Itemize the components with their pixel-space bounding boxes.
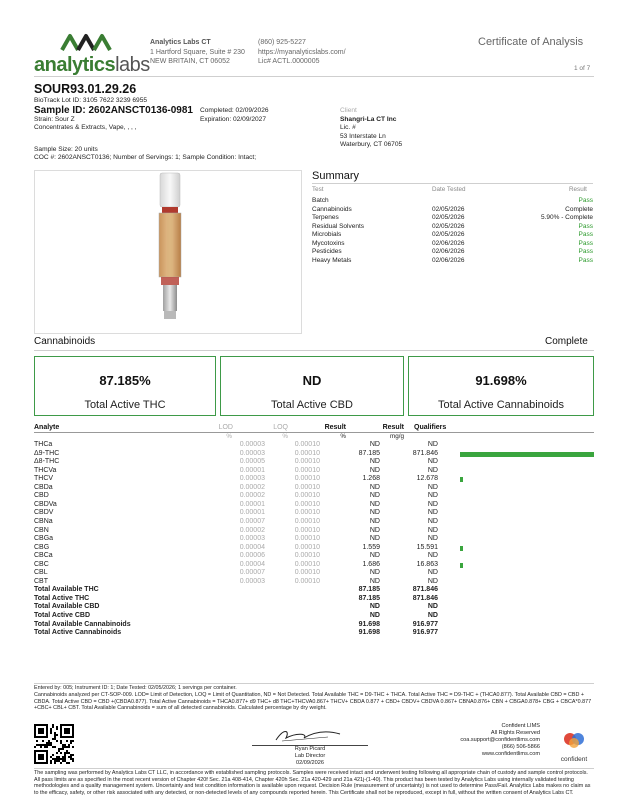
signature [268, 726, 348, 744]
analyte-loq: 0.00010 [294, 458, 320, 466]
logo-mark-icon [60, 30, 116, 54]
client-block [340, 107, 402, 150]
analyte-row [34, 492, 594, 501]
analyte-row [34, 484, 594, 493]
col-result-pct: Result [324, 424, 346, 431]
lab-phone: (860) 925-5227 [258, 39, 306, 46]
analyte-row [34, 509, 594, 518]
analyte-loq: 0.00010 [294, 466, 320, 474]
summary-row [312, 214, 593, 222]
disclaimer: The sampling was performed by Analytics Labs CT LLC, in accordance with established sampling protocols. Samples were received intact and underwent testing following all appropriate chain of custody and sample control protocols. All pass limits are as specified in the most recent version of Chapter 420f Sec. 21a 408-414, Chapter 420h Sec. 21a 420-429 and 21a 421j-(1-40). This product has been tested by Analytics Labs using internally validated testing methodologies and a quality management system. Uncertainty and test condition information is available upon request. Decision Rule (measurement of uncertainty) is not used to determine Pass/Fail. Analytics Labs makes no claim as to the efficacy, safety, or other risk associated with any detected, or non-detected levels of any compounds reported herein. This Certificate shall not be reproduced, except in full, without the written consent of Analytics Labs CT. [34, 770, 591, 796]
lims-website[interactable]: www.confidentlims.com [481, 751, 540, 757]
analyte-name: THCV [34, 475, 54, 483]
analyte-lod: 0.00001 [239, 509, 265, 517]
analyte-row [34, 475, 594, 484]
analyte-result-mg: 12.678 [416, 475, 438, 483]
analyte-result-mg: 16.863 [416, 560, 438, 568]
summary-title: Summary [312, 170, 360, 182]
product-image [34, 170, 302, 334]
analyte-result-mg: 871.846 [412, 449, 438, 457]
client-label: Client [340, 107, 357, 114]
summary-result: Pass [578, 231, 593, 238]
analyte-row [34, 458, 594, 467]
analyte-result-pct: 1.559 [362, 543, 380, 551]
analyte-result-pct: ND [369, 466, 380, 474]
total-active-cannabinoids-value: 91.698% [475, 373, 527, 388]
analyte-lod: 0.00002 [239, 483, 265, 491]
summary-date: 02/05/2026 [432, 205, 465, 213]
lab-name: Analytics Labs CT [150, 39, 211, 46]
total-result-pct: 91.698 [358, 620, 380, 628]
total-active-cbd-label: Total Active CBD [271, 399, 353, 411]
logo-wordmark: analyticslabs [34, 54, 150, 76]
page-number: 1 of 7 [574, 65, 591, 72]
biotrack-id: BioTrack Lot ID: 3105 7622 3239 6955 [34, 97, 148, 104]
lims-rights: All Rights Reserved [490, 730, 540, 736]
analyte-result-mg: ND [427, 535, 438, 543]
analyte-loq: 0.00010 [294, 483, 320, 491]
analyte-loq: 0.00010 [294, 492, 320, 500]
qr-code-icon [34, 724, 74, 764]
qualifier-bar [460, 452, 594, 457]
total-name: Total Available Cannabinoids [34, 620, 131, 628]
analyte-name: THCVa [34, 466, 57, 474]
analyte-result-pct: ND [369, 458, 380, 466]
analyte-name: Δ9-THC [34, 449, 60, 457]
analyte-row [34, 544, 594, 553]
analyte-lod: 0.00003 [239, 577, 265, 585]
analyte-result-pct: ND [369, 483, 380, 491]
analyte-result-mg: ND [427, 569, 438, 577]
summary-row [312, 248, 593, 256]
analyte-name: CBD [34, 492, 49, 500]
analyte-row [34, 501, 594, 510]
analyte-result-pct: ND [369, 492, 380, 500]
summary-col-date: Date Tested [432, 186, 466, 193]
analyte-loq: 0.00010 [294, 569, 320, 577]
unit-lod: % [226, 433, 232, 440]
analyte-loq: 0.00010 [294, 577, 320, 585]
summary-date: 02/06/2026 [432, 248, 465, 255]
total-result-mg: 916.977 [412, 629, 438, 637]
analyte-loq: 0.00010 [294, 517, 320, 525]
total-name: Total Available THC [34, 586, 99, 594]
analyte-lod: 0.00001 [239, 466, 265, 474]
analyte-loq: 0.00010 [294, 560, 320, 568]
lab-address [150, 38, 260, 67]
total-active-thc-value: 87.185% [99, 373, 151, 388]
completed-date: Completed: 02/09/2026 [200, 107, 269, 114]
analyte-lod: 0.00003 [239, 535, 265, 543]
summary-test: Cannabinoids [312, 205, 352, 213]
summary-date: 02/05/2026 [432, 214, 465, 221]
analyte-result-pct: 1.268 [362, 475, 380, 483]
signature-block [252, 746, 368, 766]
summary-col-result: Result [569, 186, 587, 193]
test-notes-2: Cannabinoids analyzed per CT-SOP-009. LOD= Limit of Detection, LOQ = Limit of Quantitation, ND = Not Detected. Total Available THC = D9-THC + THCA. Total Active THC = D9-THC + (THCA0.877). Total Available CBD = CBD + CBDA. Total Active CBD = CBD +(CBDA0.877). Total Active Cannabinoids = THCA0.877+ d9 THC+ d8 THC+THCVA0.867+ THCV+ CBDA 0.877 + CBD+ CBDV+ CBDVA 0.867+ CBNA0.876+ CBN + CBGA0.878+ CBG + CBCA*0.877 +CBC+ CBL+ CBT. Total Available Cannabinoids = sum of all detected cannabinoids. Calculated percentage by dry weight. [34, 692, 592, 712]
analyte-name: CBC [34, 560, 49, 568]
analyte-name: CBN [34, 526, 49, 534]
confident-logo [554, 730, 594, 763]
summary-result: Pass [578, 248, 593, 255]
summary-col-test: Test [312, 186, 324, 193]
summary-divider [312, 183, 593, 184]
analyte-row [34, 561, 594, 570]
analyte-result-mg: 15.591 [416, 543, 438, 551]
vape-cartridge-icon [35, 171, 303, 335]
analyte-row [34, 552, 594, 561]
client-address-2: Waterbury, CT 06705 [340, 141, 403, 148]
cannabinoids-status: Complete [545, 336, 588, 347]
summary-result: Pass [578, 256, 593, 264]
analyte-result-pct: ND [369, 552, 380, 560]
analyte-result-pct: ND [369, 526, 380, 534]
analyte-name: CBT [34, 577, 48, 585]
col-loq: LOQ [273, 424, 288, 431]
summary-test: Residual Solvents [312, 222, 365, 230]
signature-date: 02/09/2026 [296, 759, 324, 766]
analyte-result-pct: ND [369, 441, 380, 448]
qualifier-bar [460, 477, 463, 482]
lab-address-1: 1 Hartford Square, Suite # 230 [150, 48, 245, 56]
total-result-pct: 87.185 [358, 594, 380, 602]
unit-loq: % [282, 433, 288, 440]
client-address-1: 53 Interstate Ln [340, 132, 386, 140]
analyte-name: CBG [34, 543, 50, 551]
analyte-loq: 0.00010 [294, 509, 320, 517]
analyte-loq: 0.00010 [294, 449, 320, 457]
lims-name: Confident LIMS [501, 723, 540, 729]
analyte-loq: 0.00010 [294, 526, 320, 534]
analyte-row [34, 527, 594, 536]
total-row [34, 612, 594, 621]
matrix: Concentrates & Extracts, Vape, , , , [34, 124, 137, 131]
analyte-lod: 0.00006 [239, 552, 265, 560]
summary-date: 02/05/2026 [432, 231, 465, 238]
col-analyte: Analyte [34, 424, 60, 431]
analyte-lod: 0.00005 [239, 458, 265, 466]
analyte-result-mg: ND [427, 500, 438, 508]
analyte-name: CBDa [34, 483, 53, 491]
analyte-result-pct: ND [369, 517, 380, 525]
qualifier-bar [460, 563, 463, 568]
analyte-name: Δ8-THC [34, 458, 60, 466]
client-name: Shangri-La CT Inc [340, 115, 397, 123]
analyte-result-pct: ND [369, 500, 380, 508]
total-active-cbd-box [220, 356, 404, 416]
analyte-name: CBDV [34, 509, 54, 517]
analyte-result-mg: ND [427, 466, 438, 474]
total-result-pct: 87.185 [358, 586, 380, 594]
document-title: Certificate of Analysis [478, 36, 584, 48]
summary-test: Mycotoxins [312, 239, 345, 247]
confident-logo-icon [554, 730, 594, 750]
analyte-loq: 0.00010 [294, 552, 320, 560]
lims-phone: (866) 506-5866 [501, 744, 540, 750]
client-license: Lic. # [340, 124, 356, 131]
analyte-lod: 0.00004 [239, 560, 265, 568]
analyte-lod: 0.00001 [239, 500, 265, 508]
total-result-mg: 871.846 [412, 586, 438, 594]
col-qualifiers: Qualifiers [414, 424, 447, 431]
analyte-loq: 0.00010 [294, 500, 320, 508]
summary-test: Batch [312, 197, 329, 204]
notes-divider [34, 683, 594, 684]
summary-row [312, 197, 593, 205]
summary-date: 02/06/2026 [432, 239, 465, 247]
analyte-lod: 0.00007 [239, 517, 265, 525]
sample-id: Sample ID: 2602ANSCT0136-0981 [34, 105, 193, 116]
unit-result-pct: % [340, 433, 346, 440]
analyte-loq: 0.00010 [294, 535, 320, 543]
cannabinoids-divider [34, 350, 594, 351]
analyte-row [34, 518, 594, 527]
analyte-row [34, 569, 594, 578]
analyte-result-mg: ND [427, 517, 438, 525]
analyte-result-mg: ND [427, 577, 438, 585]
analyte-result-pct: ND [369, 509, 380, 517]
analyte-lod: 0.00007 [239, 569, 265, 577]
sample-code: SOUR93.01.29.26 [34, 82, 137, 96]
summary-test: Pesticides [312, 248, 342, 255]
unit-result-mg: mg/g [390, 433, 404, 440]
total-name: Total Available CBD [34, 603, 100, 611]
analyte-result-mg: ND [427, 509, 438, 517]
lab-license: Lic# ACTL.0000005 [258, 58, 320, 65]
confident-brand: confident [560, 756, 588, 763]
cannabinoids-title: Cannabinoids [34, 336, 96, 347]
analyte-loq: 0.00010 [294, 441, 320, 448]
analyte-result-pct: 1.686 [362, 560, 380, 568]
analyte-lod: 0.00002 [239, 492, 265, 500]
total-result-mg: ND [427, 612, 438, 619]
qr-code[interactable] [34, 724, 74, 764]
summary-date: 02/05/2026 [432, 222, 465, 230]
analyte-result-mg: ND [427, 492, 438, 500]
summary-row [312, 240, 593, 248]
analyte-result-mg: ND [427, 526, 438, 534]
lab-contact [258, 38, 378, 67]
total-active-thc-label: Total Active THC [84, 399, 166, 411]
lab-address-2: NEW BRITAIN, CT 06052 [150, 58, 230, 65]
analyte-result-mg: ND [427, 441, 438, 448]
analyte-row [34, 535, 594, 544]
coc-info: COC #: 2602ANSCT0136; Number of Servings: 1; Sample Condition: Intact; [34, 154, 257, 161]
summary-result: Pass [578, 197, 593, 204]
analyte-row [34, 450, 594, 459]
summary-date: 02/06/2026 [432, 256, 465, 264]
analyte-result-pct: ND [369, 535, 380, 543]
disclaimer-divider [34, 768, 594, 769]
analyte-lod: 0.00003 [239, 449, 265, 457]
total-result-mg: ND [427, 603, 438, 611]
analyte-name: CBNa [34, 517, 53, 525]
analyte-row [34, 441, 594, 450]
summary-test: Terpenes [312, 214, 339, 221]
analyte-name: CBL [34, 569, 48, 577]
summary-test: Heavy Metals [312, 256, 352, 264]
analyte-lod: 0.00003 [239, 441, 265, 448]
analyte-lod: 0.00004 [239, 543, 265, 551]
total-name: Total Active CBD [34, 612, 91, 619]
analyte-row [34, 578, 594, 587]
signer-name: Ryan Picard [294, 746, 326, 752]
analyte-name: CBCa [34, 552, 53, 560]
analyte-result-pct: ND [369, 577, 380, 585]
summary-result: Complete [565, 205, 593, 213]
total-row [34, 603, 594, 612]
total-result-mg: 871.846 [412, 594, 438, 602]
test-notes-1: Entered by: 005; Instrument ID: 1; Date Tested: 02/05/2026; 1 servings per container. [34, 685, 237, 691]
analyte-loq: 0.00010 [294, 543, 320, 551]
total-result-pct: 91.698 [358, 629, 380, 637]
summary-test: Microbials [312, 231, 342, 238]
analyte-row [34, 467, 594, 476]
col-lod: LOD [218, 424, 233, 431]
analyte-result-mg: ND [427, 483, 438, 491]
lab-website[interactable]: https://myanalyticslabs.com/ [258, 48, 346, 56]
summary-result: Pass [578, 222, 593, 230]
total-active-cannabinoids-label: Total Active Cannabinoids [438, 399, 564, 411]
sample-size: Sample Size: 20 units [34, 146, 98, 153]
expiration-date: Expiration: 02/09/2027 [200, 116, 266, 123]
summary-row [312, 231, 593, 239]
signature-icon [268, 726, 348, 744]
analyte-result-mg: ND [427, 458, 438, 466]
header-divider [34, 76, 594, 77]
strain: Strain: Sour Z [34, 116, 75, 123]
summary-result: 5.90% - Complete [540, 214, 593, 221]
total-name: Total Active THC [34, 594, 90, 602]
analyte-name: CBDVa [34, 500, 57, 508]
total-active-cbd-value: ND [302, 373, 322, 388]
summary-row [312, 223, 593, 231]
total-active-cannabinoids-box [408, 356, 594, 416]
summary-row [312, 257, 593, 265]
signer-title: Lab Director [294, 752, 326, 759]
total-name: Total Active Cannabinoids [34, 629, 122, 637]
col-result-mg: Result [382, 424, 404, 431]
total-row [34, 621, 594, 630]
logo [60, 30, 116, 54]
analyte-loq: 0.00010 [294, 475, 320, 483]
qualifier-bar [460, 546, 463, 551]
total-result-pct: ND [369, 603, 380, 611]
total-row [34, 586, 594, 595]
summary-result: Pass [578, 239, 593, 247]
lims-info [440, 723, 540, 758]
analyte-name: CBGa [34, 535, 54, 543]
analyte-result-pct: 87.185 [358, 449, 380, 457]
total-active-thc-box [34, 356, 216, 416]
total-row [34, 595, 594, 604]
lims-email[interactable]: coa.support@confidentlims.com [460, 737, 540, 743]
analyte-result-mg: ND [427, 552, 438, 560]
total-row [34, 629, 594, 638]
analyte-name: THCa [34, 441, 53, 448]
total-result-pct: ND [369, 612, 380, 619]
analyte-lod: 0.00002 [239, 526, 265, 534]
analyte-result-pct: ND [369, 569, 380, 577]
summary-row [312, 206, 593, 214]
total-result-mg: 916.977 [412, 620, 438, 628]
analyte-lod: 0.00003 [239, 475, 265, 483]
